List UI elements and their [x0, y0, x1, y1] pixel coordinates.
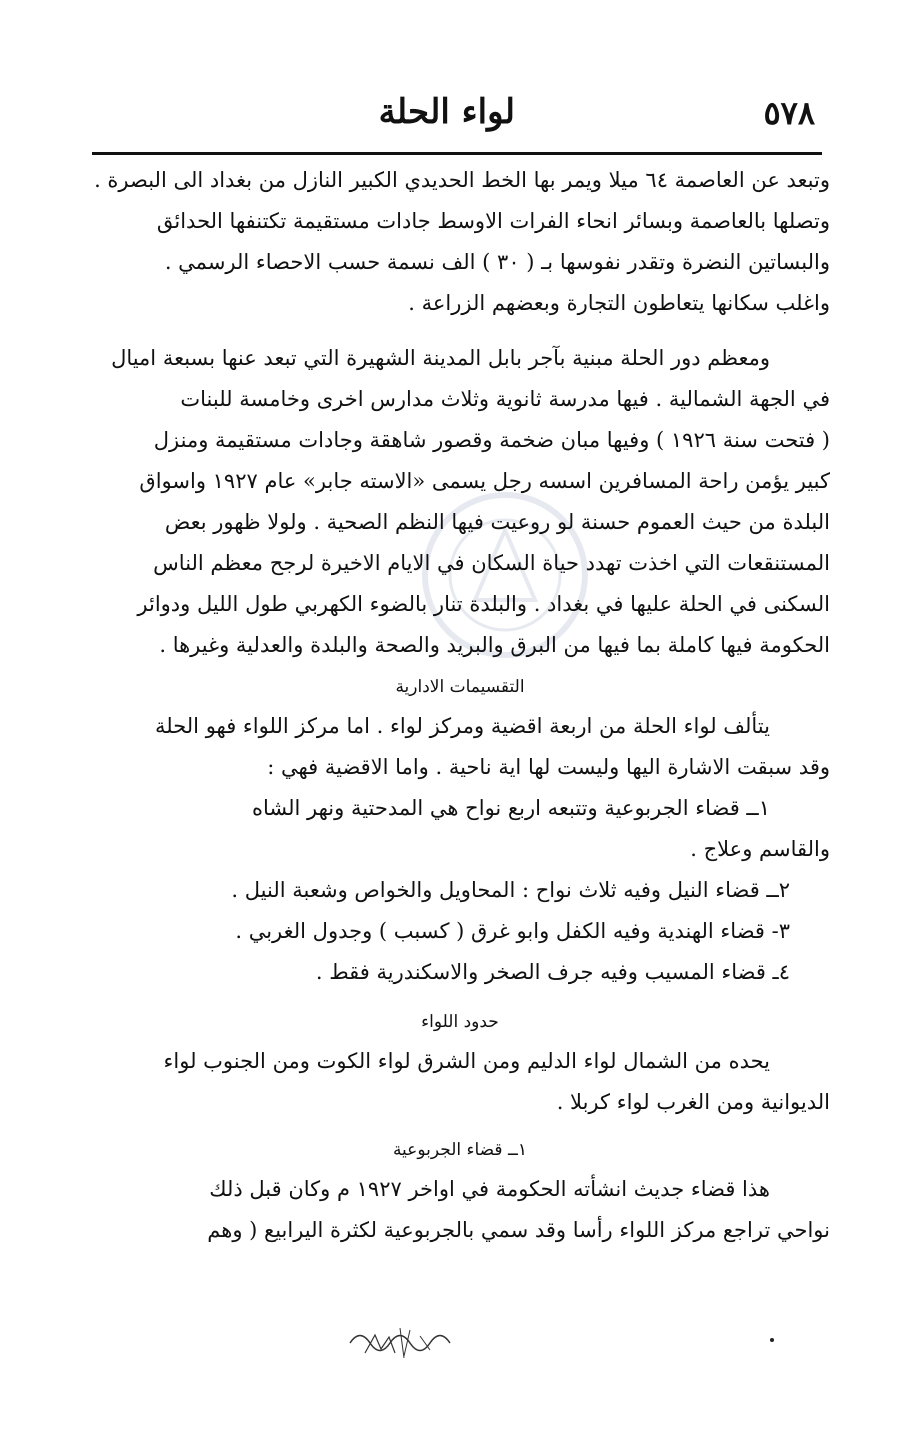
scribble-ornament-icon: [340, 1318, 460, 1368]
running-title: لواء الحلة: [378, 92, 515, 132]
jarbouiya-paragraph: [90, 1169, 830, 1251]
admin-intro: [90, 706, 830, 788]
list-item: ١ــ قضاء الجربوعية وتتبعه اربع نواح هي المدحتية ونهر الشاه: [251, 796, 770, 820]
text-line: المستنقعات التي اخذت تهدد حياة السكان في الايام الاخيرة لرجح معظم الناس: [153, 551, 830, 575]
text-line: هذا قضاء جديث انشأته الحكومة في اواخر ١٩٢٧ م وكان قبل ذلك: [209, 1177, 770, 1201]
text-line: وتبعد عن العاصمة ٦٤ ميلا ويمر بها الخط الحديدي الكبير النازل من بغداد الى البصرة .: [94, 168, 830, 192]
paragraph-2: [90, 338, 830, 666]
text-line: والبساتين النضرة وتقدر نفوسها بـ ( ٣٠ ) الف نسمة حسب الاحصاء الرسمي .: [164, 250, 830, 274]
text-line: نواحي تراجع مركز اللواء رأسا وقد سمي بالجربوعية لكثرة اليرابيع ( وهم: [207, 1218, 830, 1242]
section-heading-admin: التقسيمات الادارية: [395, 677, 525, 697]
text-line: وقد سبقت الاشارة اليها وليست لها اية ناحية . واما الاقضية فهي :: [267, 755, 830, 779]
text-line: وتصلها بالعاصمة وبسائر انحاء الفرات الاوسط جادات مستقيمة تكتنفها الحدائق: [156, 209, 830, 233]
text-line: ( فتحت سنة ١٩٢٦ ) وفيها مبان ضخمة وقصور شاهقة وجادات مستقيمة ومنزل: [153, 428, 830, 452]
text-line: كبير يؤمن راحة المسافرين اسسه رجل يسمى «الاسته جابر» عام ١٩٢٧ واسواق: [139, 469, 830, 493]
text-line: الديوانية ومن الغرب لواء كربلا .: [556, 1090, 830, 1114]
section-heading-borders: حدود اللواء: [421, 1012, 499, 1032]
header-rule: [92, 152, 822, 155]
list-item-continuation: والقاسم وعلاج .: [690, 837, 830, 861]
body-text: [90, 160, 830, 1251]
page-header: [95, 92, 815, 140]
page-number: ٥٧٨: [763, 94, 815, 132]
text-line: البلدة من حيث العموم حسنة لو روعيت فيها النظم الصحية . ولولا ظهور بعض: [164, 510, 830, 534]
list-item: ٢ــ قضاء النيل وفيه ثلاث نواح : المحاويل والخواص وشعبة النيل .: [231, 878, 790, 902]
text-line: يحده من الشمال لواء الدليم ومن الشرق لواء الكوت ومن الجنوب لواء: [163, 1049, 770, 1073]
list-item: ٤ـ قضاء المسيب وفيه جرف الصخر والاسكندرية فقط .: [315, 960, 790, 984]
districts-list: [90, 788, 830, 993]
list-item: ٣- قضاء الهندية وفيه الكفل وابو غرق ( كسبب ) وجدول الغربي .: [235, 919, 790, 943]
text-line: يتألف لواء الحلة من اربعة اقضية ومركز لواء . اما مركز اللواء فهو الحلة: [155, 714, 770, 738]
section-heading-jarbouiya: ١ــ قضاء الجربوعية: [392, 1140, 528, 1160]
text-line: ومعظم دور الحلة مبنية بآجر بابل المدينة الشهيرة التي تبعد عنها بسبعة اميال: [111, 346, 770, 370]
paragraph-1: [90, 160, 830, 324]
borders-paragraph: [90, 1041, 830, 1123]
margin-dot: [770, 1338, 774, 1342]
text-line: الحكومة فيها كاملة بما فيها من البرق والبريد والصحة والبلدة والعدلية وغيرها .: [159, 633, 830, 657]
text-line: في الجهة الشمالية . فيها مدرسة ثانوية وثلاث مدارس اخرى وخامسة للبنات: [180, 387, 830, 411]
text-line: واغلب سكانها يتعاطون التجارة وبعضهم الزراعة .: [408, 291, 830, 315]
text-line: السكنى في الحلة عليها في بغداد . والبلدة تنار بالضوء الكهربي طول الليل ودوائر: [137, 592, 830, 616]
